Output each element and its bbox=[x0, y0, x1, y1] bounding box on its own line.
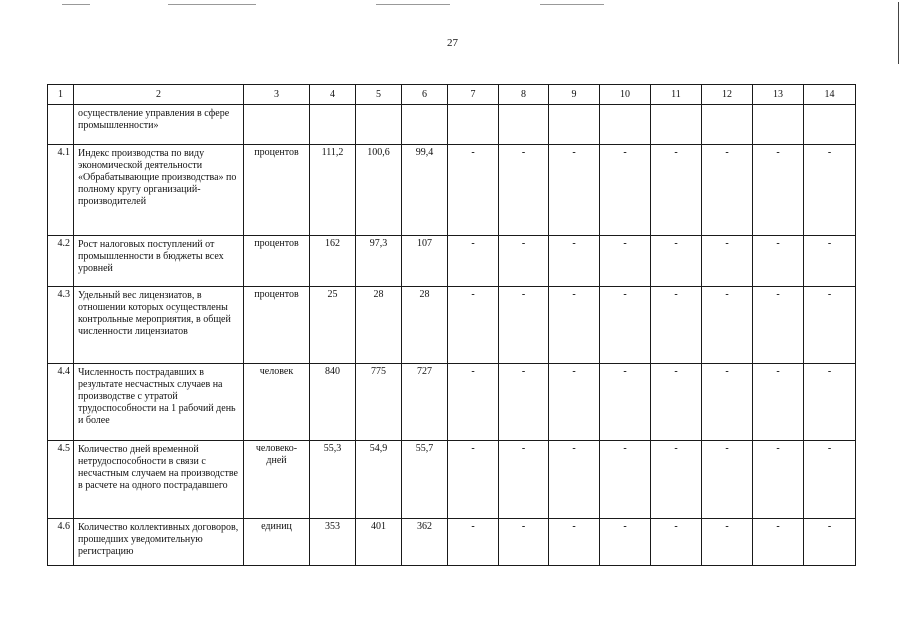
value-cell: - bbox=[651, 287, 702, 364]
value-cell: - bbox=[549, 519, 600, 566]
unit-cell bbox=[244, 105, 310, 145]
unit-cell: процентов bbox=[244, 236, 310, 287]
value-cell: 28 bbox=[356, 287, 402, 364]
table-row bbox=[48, 364, 856, 441]
row-number: 4.5 bbox=[48, 441, 74, 519]
value-cell: 111,2 bbox=[310, 145, 356, 236]
column-header: 11 bbox=[651, 85, 702, 105]
column-numbers-row bbox=[48, 85, 856, 105]
value-cell: - bbox=[448, 441, 499, 519]
value-cell: - bbox=[753, 145, 804, 236]
column-header: 8 bbox=[499, 85, 549, 105]
value-cell: - bbox=[448, 145, 499, 236]
scan-artifact bbox=[168, 4, 256, 5]
value-cell: 55,3 bbox=[310, 441, 356, 519]
value-cell bbox=[448, 105, 499, 145]
value-cell bbox=[310, 105, 356, 145]
value-cell: - bbox=[600, 287, 651, 364]
row-number: 4.6 bbox=[48, 519, 74, 566]
column-header: 12 bbox=[702, 85, 753, 105]
value-cell: 97,3 bbox=[356, 236, 402, 287]
value-cell: - bbox=[549, 145, 600, 236]
value-cell: - bbox=[448, 236, 499, 287]
column-header: 6 bbox=[402, 85, 448, 105]
column-header: 2 bbox=[74, 85, 244, 105]
column-header: 3 bbox=[244, 85, 310, 105]
value-cell: 100,6 bbox=[356, 145, 402, 236]
value-cell: 99,4 bbox=[402, 145, 448, 236]
scan-artifact bbox=[62, 4, 90, 5]
value-cell: - bbox=[448, 364, 499, 441]
value-cell: - bbox=[753, 364, 804, 441]
value-cell: - bbox=[651, 364, 702, 441]
value-cell: - bbox=[448, 519, 499, 566]
column-header: 10 bbox=[600, 85, 651, 105]
value-cell: - bbox=[651, 519, 702, 566]
unit-cell: человеко-дней bbox=[244, 441, 310, 519]
row-number bbox=[48, 105, 74, 145]
column-header: 7 bbox=[448, 85, 499, 105]
value-cell: - bbox=[651, 236, 702, 287]
value-cell: - bbox=[499, 236, 549, 287]
value-cell bbox=[651, 105, 702, 145]
row-number: 4.4 bbox=[48, 364, 74, 441]
value-cell: - bbox=[804, 519, 856, 566]
value-cell: - bbox=[702, 287, 753, 364]
value-cell: 25 bbox=[310, 287, 356, 364]
value-cell: - bbox=[702, 441, 753, 519]
value-cell: - bbox=[549, 287, 600, 364]
indicator-name: Индекс производства по виду экономической деятельности «Обрабатывающие производства» по полному кругу организаций-производителей bbox=[74, 145, 244, 236]
value-cell: - bbox=[600, 364, 651, 441]
page-number: 27 bbox=[447, 37, 458, 49]
value-cell: - bbox=[753, 287, 804, 364]
column-header: 9 bbox=[549, 85, 600, 105]
value-cell bbox=[402, 105, 448, 145]
table-row bbox=[48, 287, 856, 364]
value-cell: - bbox=[600, 519, 651, 566]
value-cell: - bbox=[804, 236, 856, 287]
value-cell: 54,9 bbox=[356, 441, 402, 519]
table-row bbox=[48, 145, 856, 236]
value-cell: - bbox=[804, 441, 856, 519]
value-cell: 28 bbox=[402, 287, 448, 364]
value-cell bbox=[600, 105, 651, 145]
value-cell bbox=[356, 105, 402, 145]
indicators-table bbox=[47, 84, 856, 566]
indicator-name: Численность пострадавших в результате несчастных случаев на производстве с утратой трудоспособности на 1 рабочий день и более bbox=[74, 364, 244, 441]
column-header: 13 bbox=[753, 85, 804, 105]
value-cell: - bbox=[499, 145, 549, 236]
value-cell: - bbox=[549, 364, 600, 441]
value-cell bbox=[804, 105, 856, 145]
value-cell: - bbox=[804, 145, 856, 236]
value-cell bbox=[549, 105, 600, 145]
column-header: 1 bbox=[48, 85, 74, 105]
scan-artifact bbox=[540, 4, 604, 5]
column-header: 14 bbox=[804, 85, 856, 105]
value-cell: 162 bbox=[310, 236, 356, 287]
page-edge-line bbox=[898, 2, 899, 64]
value-cell: 107 bbox=[402, 236, 448, 287]
row-number: 4.2 bbox=[48, 236, 74, 287]
scan-artifact bbox=[376, 4, 450, 5]
column-header: 5 bbox=[356, 85, 402, 105]
value-cell: - bbox=[804, 364, 856, 441]
value-cell: - bbox=[702, 236, 753, 287]
unit-cell: процентов bbox=[244, 145, 310, 236]
value-cell: - bbox=[753, 519, 804, 566]
value-cell: - bbox=[651, 441, 702, 519]
indicator-name: Удельный вес лицензиатов, в отношении которых осуществлены контрольные мероприятия, в общей численности лицензиатов bbox=[74, 287, 244, 364]
value-cell: - bbox=[499, 519, 549, 566]
value-cell: - bbox=[702, 145, 753, 236]
indicator-name: Количество коллективных договоров, прошедших уведомительную регистрацию bbox=[74, 519, 244, 566]
value-cell bbox=[753, 105, 804, 145]
value-cell bbox=[702, 105, 753, 145]
value-cell: 55,7 bbox=[402, 441, 448, 519]
value-cell: - bbox=[499, 364, 549, 441]
table-row bbox=[48, 519, 856, 566]
table-row bbox=[48, 236, 856, 287]
value-cell: - bbox=[600, 441, 651, 519]
value-cell: - bbox=[804, 287, 856, 364]
value-cell: - bbox=[651, 145, 702, 236]
value-cell: 353 bbox=[310, 519, 356, 566]
value-cell: - bbox=[753, 441, 804, 519]
value-cell: - bbox=[499, 287, 549, 364]
value-cell: - bbox=[600, 145, 651, 236]
value-cell: 362 bbox=[402, 519, 448, 566]
value-cell: - bbox=[702, 364, 753, 441]
row-number: 4.3 bbox=[48, 287, 74, 364]
value-cell: - bbox=[753, 236, 804, 287]
value-cell: - bbox=[702, 519, 753, 566]
value-cell: - bbox=[549, 236, 600, 287]
value-cell: 401 bbox=[356, 519, 402, 566]
value-cell: 727 bbox=[402, 364, 448, 441]
row-number: 4.1 bbox=[48, 145, 74, 236]
value-cell: 775 bbox=[356, 364, 402, 441]
unit-cell: процентов bbox=[244, 287, 310, 364]
value-cell: 840 bbox=[310, 364, 356, 441]
value-cell: - bbox=[448, 287, 499, 364]
table-row bbox=[48, 105, 856, 145]
value-cell: - bbox=[549, 441, 600, 519]
value-cell: - bbox=[600, 236, 651, 287]
column-header: 4 bbox=[310, 85, 356, 105]
unit-cell: единиц bbox=[244, 519, 310, 566]
indicator-name: осуществление управления в сфере промышленности» bbox=[74, 105, 244, 145]
value-cell bbox=[499, 105, 549, 145]
table-row bbox=[48, 441, 856, 519]
indicator-name: Количество дней временной нетрудоспособности в связи с несчастным случаем на производстве в расчете на одного пострадавшего bbox=[74, 441, 244, 519]
indicator-name: Рост налоговых поступлений от промышленности в бюджеты всех уровней bbox=[74, 236, 244, 287]
unit-cell: человек bbox=[244, 364, 310, 441]
value-cell: - bbox=[499, 441, 549, 519]
